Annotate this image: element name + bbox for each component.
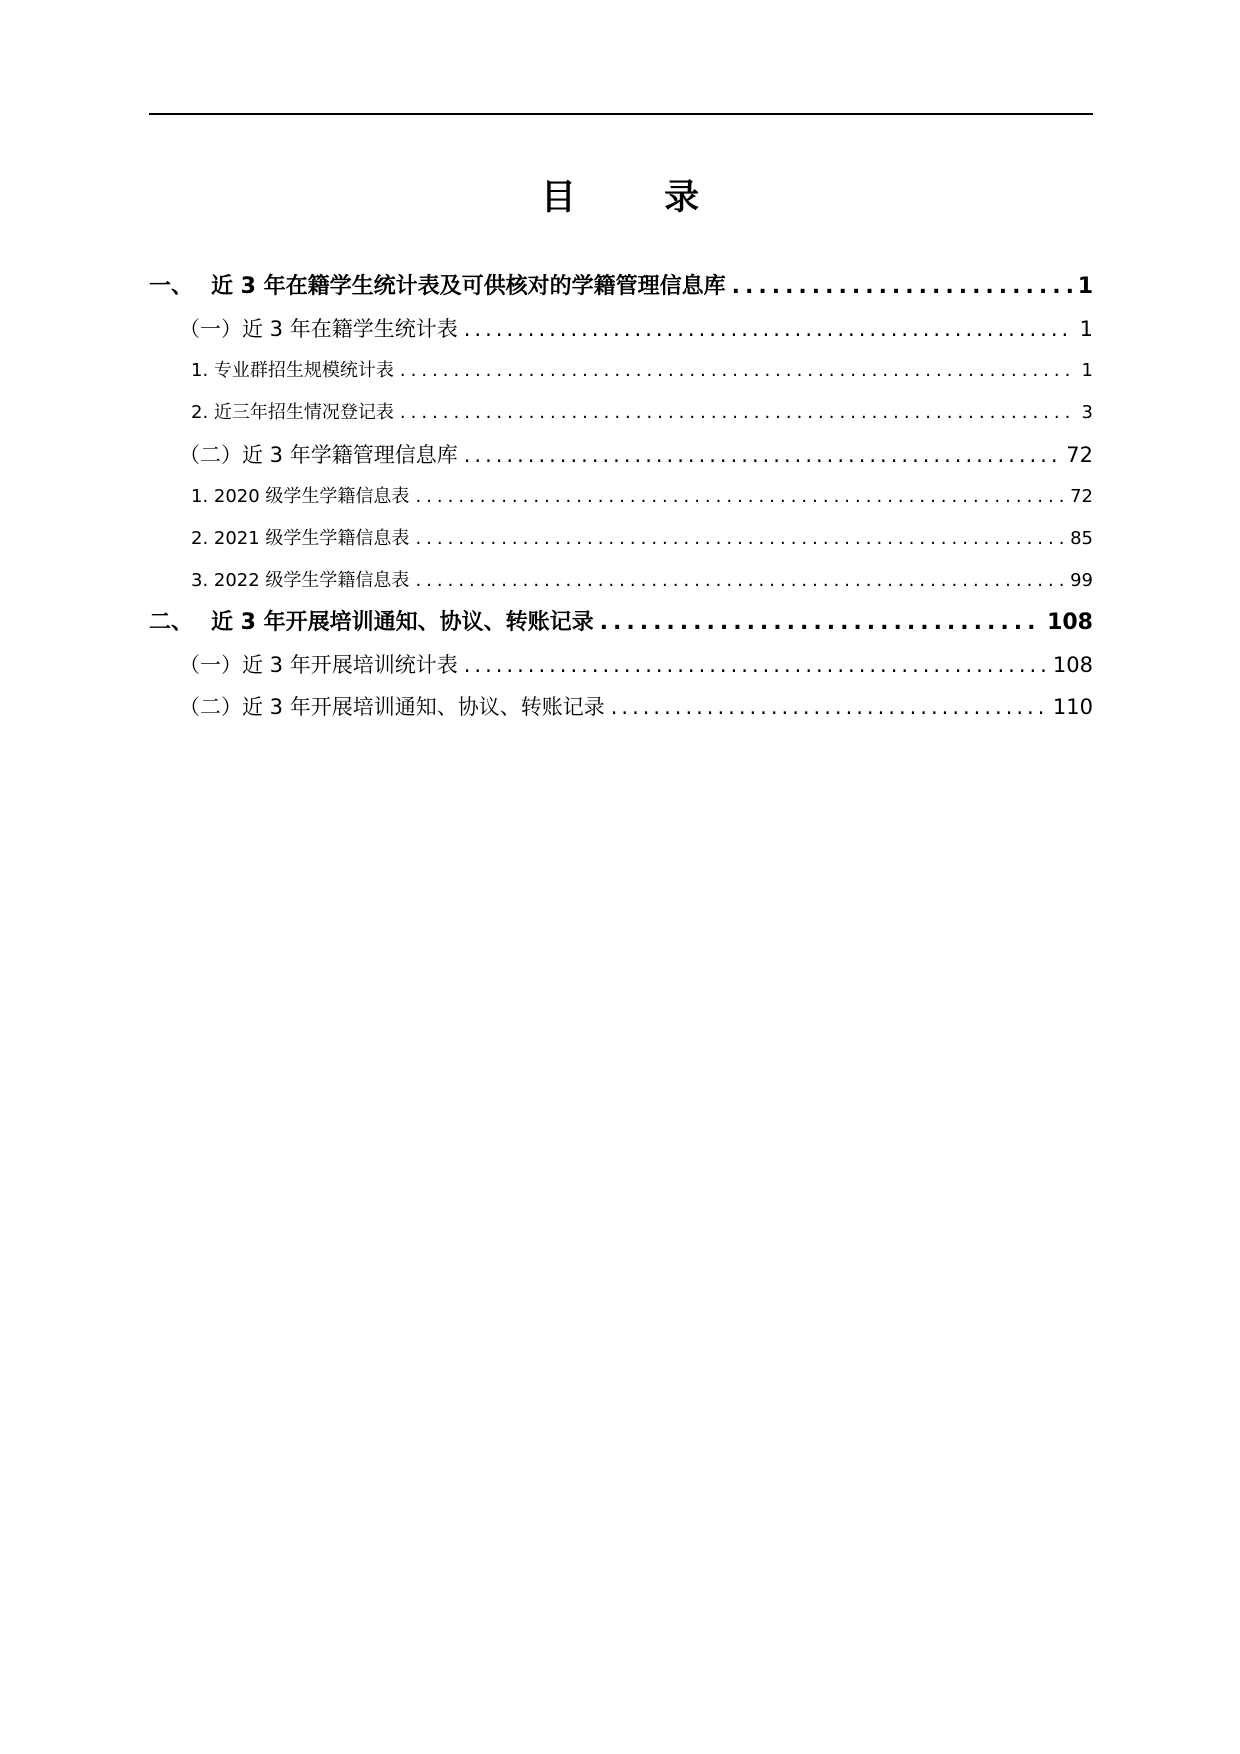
toc-entry-item-1-2-2[interactable] bbox=[149, 518, 1093, 560]
dot-leader bbox=[464, 308, 1074, 350]
dot-leader bbox=[464, 434, 1061, 476]
toc-entry-label: 2. 近三年招生情况登记表 bbox=[191, 402, 394, 423]
dot-leader bbox=[415, 560, 1064, 602]
toc-entry-page: 72 bbox=[1070, 486, 1093, 507]
toc-entry-page: 108 bbox=[1052, 653, 1093, 677]
toc-entry-page: 1 bbox=[1079, 317, 1093, 341]
toc-entry-item-1-2-3[interactable] bbox=[149, 560, 1093, 602]
toc-entry-label: 二、 近 3 年开展培训通知、协议、转账记录 bbox=[149, 602, 594, 644]
toc-entry-page: 1 bbox=[1081, 360, 1093, 381]
toc-entry-label: （一）近 3 年开展培训统计表 bbox=[179, 653, 458, 677]
toc-entry-page: 110 bbox=[1052, 695, 1093, 719]
toc-entry-page: 72 bbox=[1066, 443, 1093, 467]
dot-leader bbox=[600, 602, 1041, 644]
dot-leader bbox=[415, 476, 1064, 518]
dot-leader bbox=[400, 350, 1076, 392]
toc-entry-label: 2. 2021 级学生学籍信息表 bbox=[191, 528, 410, 549]
toc-entry-page: 3 bbox=[1081, 402, 1093, 423]
toc-entry-page: 108 bbox=[1047, 610, 1093, 635]
toc-entry-section-2[interactable] bbox=[149, 602, 1093, 644]
toc-entry-number: 一、 bbox=[149, 274, 194, 299]
table-of-contents bbox=[149, 266, 1093, 728]
toc-entry-page: 99 bbox=[1070, 570, 1093, 591]
toc-entry-label: 一、 近 3 年在籍学生统计表及可供核对的学籍管理信息库 bbox=[149, 266, 726, 308]
dot-leader bbox=[400, 392, 1076, 434]
toc-entry-item-1-1-1[interactable] bbox=[149, 350, 1093, 392]
dot-leader bbox=[464, 644, 1047, 686]
toc-entry-subsection-1-2[interactable] bbox=[149, 434, 1093, 476]
dot-leader bbox=[732, 266, 1072, 308]
header-rule bbox=[149, 113, 1093, 115]
dot-leader bbox=[611, 686, 1047, 728]
toc-entry-label: 1. 专业群招生规模统计表 bbox=[191, 360, 394, 381]
toc-entry-label: （一）近 3 年在籍学生统计表 bbox=[179, 317, 458, 341]
toc-entry-label: 1. 2020 级学生学籍信息表 bbox=[191, 486, 410, 507]
toc-entry-section-1[interactable] bbox=[149, 266, 1093, 308]
toc-entry-label: （二）近 3 年开展培训通知、协议、转账记录 bbox=[179, 695, 605, 719]
toc-entry-subsection-2-2[interactable] bbox=[149, 686, 1093, 728]
toc-entry-label: （二）近 3 年学籍管理信息库 bbox=[179, 443, 458, 467]
toc-entry-item-1-1-2[interactable] bbox=[149, 392, 1093, 434]
toc-entry-label: 3. 2022 级学生学籍信息表 bbox=[191, 570, 410, 591]
toc-entry-page: 85 bbox=[1070, 528, 1093, 549]
toc-entry-page: 1 bbox=[1077, 274, 1093, 299]
toc-title: 目 录 bbox=[540, 178, 738, 218]
toc-entry-subsection-2-1[interactable] bbox=[149, 644, 1093, 686]
toc-entry-subsection-1-1[interactable] bbox=[149, 308, 1093, 350]
toc-entry-number: 二、 bbox=[149, 610, 194, 635]
toc-entry-item-1-2-1[interactable] bbox=[149, 476, 1093, 518]
dot-leader bbox=[415, 518, 1064, 560]
